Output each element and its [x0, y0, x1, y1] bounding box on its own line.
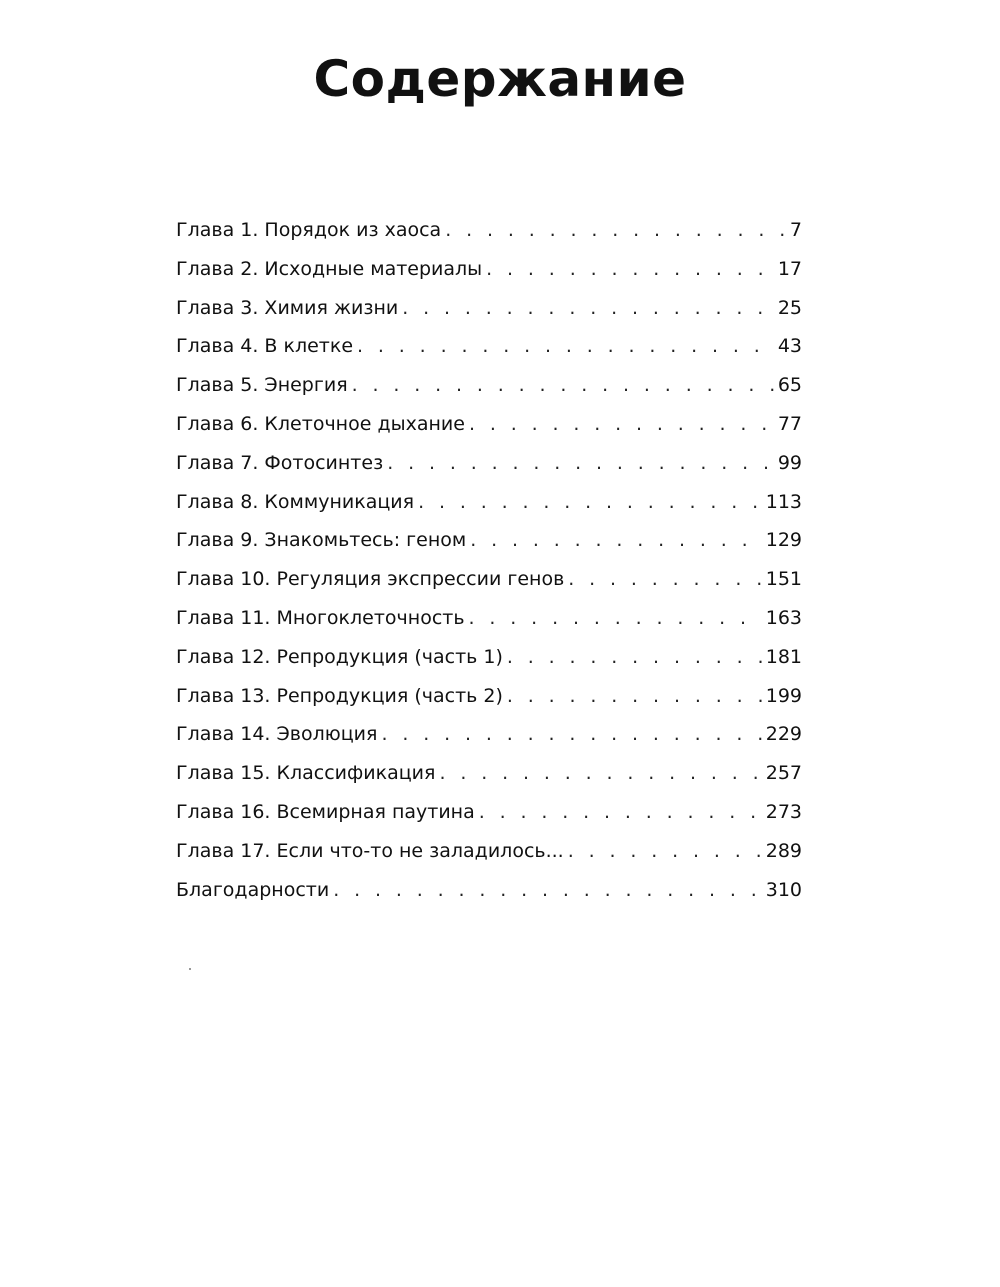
toc-entry-page: 199: [765, 684, 802, 707]
toc-dot-leader: [469, 599, 762, 638]
toc-dot-leader: [470, 521, 762, 560]
toc-entry-page: 289: [765, 839, 802, 862]
toc-entry-11[interactable]: [176, 599, 802, 638]
toc-entry-6[interactable]: [176, 405, 802, 444]
toc-entry-page: 129: [765, 529, 802, 552]
toc-entry-page: 273: [765, 800, 802, 823]
toc-entry-label: Глава 3. Химия жизни: [176, 296, 399, 319]
toc-dot-leader: [469, 405, 774, 444]
toc-dot-leader: [507, 638, 762, 677]
toc-dot-leader: [387, 444, 774, 483]
toc-entry-2[interactable]: [176, 250, 802, 289]
toc-entry-8[interactable]: [176, 483, 802, 522]
toc-entry-page: 65: [777, 374, 802, 397]
toc-dot-leader: [568, 560, 761, 599]
toc-entry-label: Глава 10. Регуляция экспрессии генов: [176, 568, 565, 591]
toc-entry-label: Глава 4. В клетке: [176, 335, 354, 358]
toc-entry-label: Глава 11. Многоклеточность: [176, 606, 465, 629]
toc-dot-leader: [357, 327, 774, 366]
toc-entry-page: 310: [765, 878, 802, 901]
toc-dot-leader: [352, 366, 774, 405]
toc-entry-page: 257: [765, 762, 802, 785]
toc-entry-page: 163: [765, 606, 802, 629]
toc-entry-label: Глава 12. Репродукция (часть 1): [176, 645, 503, 668]
toc-entry-label: Глава 16. Всемирная паутина: [176, 800, 475, 823]
toc-entry-label: Глава 7. Фотосинтез: [176, 451, 384, 474]
toc-entry-7[interactable]: [176, 444, 802, 483]
toc-entry-13[interactable]: [176, 677, 802, 716]
toc-entry-12[interactable]: [176, 638, 802, 677]
toc-entry-page: 25: [777, 296, 802, 319]
toc-entry-label: Глава 14. Эволюция: [176, 723, 378, 746]
table-of-contents: [176, 211, 802, 909]
toc-entry-label: Глава 6. Клеточное дыхание: [176, 412, 465, 435]
toc-entry-label: Глава 17. Если что-то не заладилось...: [176, 839, 564, 862]
toc-entry-label: Благодарности: [176, 878, 330, 901]
toc-entry-acknowledgements[interactable]: [176, 871, 802, 910]
toc-entry-15[interactable]: [176, 754, 802, 793]
toc-entry-page: 43: [777, 335, 802, 358]
toc-entry-1[interactable]: [176, 211, 802, 250]
page-title: Содержание: [313, 50, 687, 108]
toc-dot-leader: [486, 250, 774, 289]
toc-entry-page: 7: [789, 219, 802, 241]
toc-entry-page: 17: [777, 257, 802, 280]
toc-entry-page: 113: [765, 490, 802, 513]
toc-dot-leader: [402, 289, 774, 328]
toc-dot-leader: [381, 715, 761, 754]
toc-entry-page: 229: [765, 723, 802, 746]
toc-entry-17[interactable]: [176, 832, 802, 871]
toc-entry-label: Глава 5. Энергия: [176, 374, 348, 397]
toc-entry-page: 99: [777, 451, 802, 474]
toc-entry-label: Глава 15. Классификация: [176, 762, 436, 785]
toc-dot-leader: [445, 211, 786, 250]
toc-entry-4[interactable]: [176, 327, 802, 366]
toc-dot-leader: [418, 483, 762, 522]
toc-dot-leader: [333, 871, 762, 910]
toc-entry-9[interactable]: [176, 521, 802, 560]
toc-dot-leader: [479, 793, 762, 832]
toc-entry-label: Глава 8. Коммуникация: [176, 490, 415, 513]
toc-entry-page: 151: [765, 568, 802, 591]
toc-entry-5[interactable]: [176, 366, 802, 405]
toc-entry-16[interactable]: [176, 793, 802, 832]
toc-dot-leader: [507, 677, 762, 716]
toc-entry-label: Глава 2. Исходные материалы: [176, 257, 483, 280]
toc-entry-14[interactable]: [176, 715, 802, 754]
toc-dot-leader: [439, 754, 761, 793]
toc-entry-3[interactable]: [176, 289, 802, 328]
toc-dot-leader: [568, 832, 762, 871]
toc-entry-label: Глава 13. Репродукция (часть 2): [176, 684, 503, 707]
toc-entry-page: 181: [765, 645, 802, 668]
toc-entry-10[interactable]: [176, 560, 802, 599]
print-speck: [189, 968, 191, 970]
toc-entry-label: Глава 1. Порядок из хаоса: [176, 219, 442, 241]
toc-entry-label: Глава 9. Знакомьтесь: геном: [176, 529, 467, 552]
toc-entry-page: 77: [777, 412, 802, 435]
